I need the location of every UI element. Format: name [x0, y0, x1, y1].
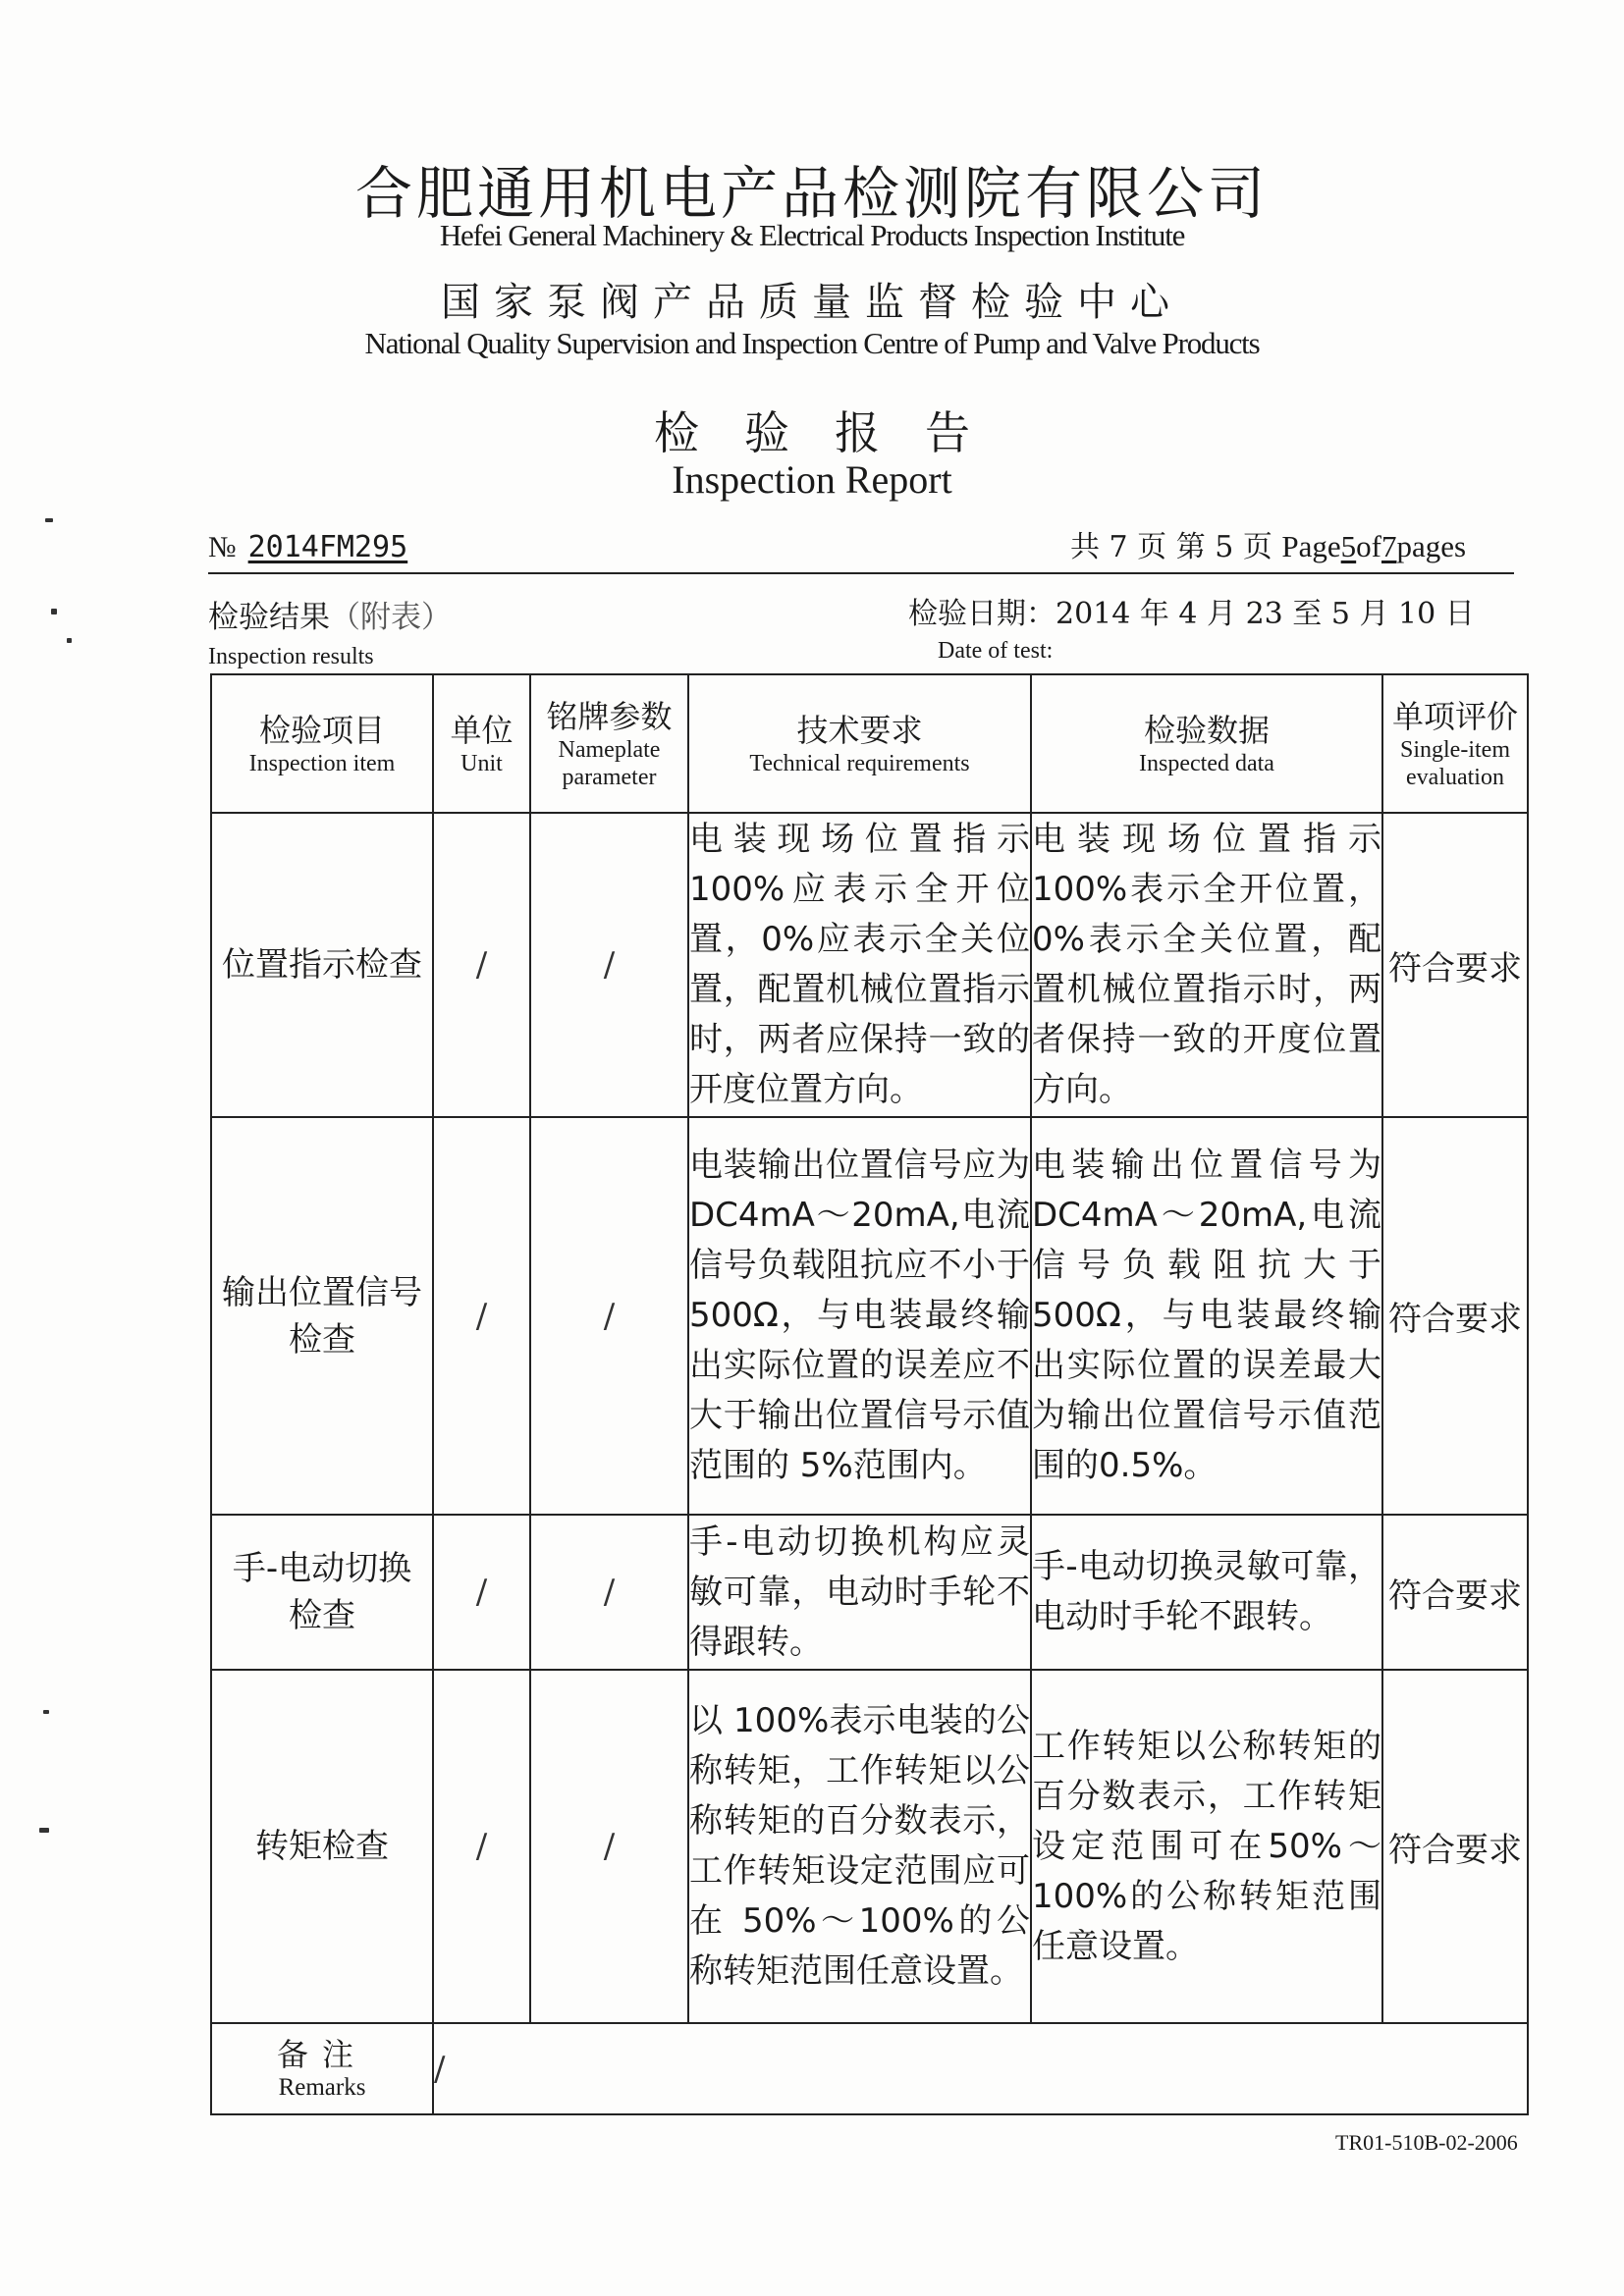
table-row [211, 1515, 1528, 1670]
evaluation-result: 符合要求 [1382, 1117, 1528, 1515]
evaluation-result: 符合要求 [1382, 1670, 1528, 2023]
inspected-data: 电装现场位置指示100%表示全开位置，0%表示全关位置，配置机械位置指示时，两者保持一致的开度位置方向。 [1031, 813, 1382, 1117]
header-nameplate-parameter: 铭牌参数 Nameplate parameter [530, 674, 688, 813]
unit-value: / [433, 813, 530, 1117]
report-title-cn: 检 验 报 告 [654, 406, 970, 459]
org-name-en: Hefei General Machinery & Electrical Products Inspection Institute [439, 218, 1185, 252]
technical-requirement: 以 100%表示电装的公称转矩，工作转矩以公称转矩的百分数表示，工作转矩设定范围应可在 50%～100%的公称转矩范围任意设置。 [688, 1670, 1031, 2023]
header-inspected-data: 检验数据 Inspected data [1031, 674, 1382, 813]
unit-value: / [433, 1670, 530, 2023]
table-header-row [211, 674, 1528, 813]
evaluation-result: 符合要求 [1382, 813, 1528, 1117]
inspection-item: 位置指示检查 [211, 813, 433, 1117]
test-date-label: 检验日期： [908, 597, 1056, 631]
center-name-en: National Quality Supervision and Inspection Centre of Pump and Valve Products [364, 326, 1260, 360]
page-counter-cn: 共 7 页 第 5 页 [1070, 530, 1272, 564]
table-row [211, 813, 1528, 1117]
report-number-value: 2014FM295 [247, 530, 408, 564]
header-inspection-item: 检验项目 Inspection item [211, 674, 433, 813]
header-unit: 单位 Unit [433, 674, 530, 813]
nameplate-value: / [530, 1117, 688, 1515]
table-row [211, 1117, 1528, 1515]
technical-requirement: 电装现场位置指示100%应表示全开位置，0%应表示全关位置，配置机械位置指示时，两者应保持一致的开度位置方向。 [688, 813, 1031, 1117]
inspection-item: 转矩检查 [211, 1670, 433, 2023]
header-rule [208, 572, 1514, 574]
page-counter-en: Page5of7pages [1281, 529, 1467, 563]
technical-requirement: 手-电动切换机构应灵敏可靠，电动时手轮不得跟转。 [688, 1515, 1031, 1670]
remarks-label: 备注 Remarks [211, 2023, 433, 2114]
org-name-cn: 合肥通用机电产品检测院有限公司 [354, 160, 1269, 227]
inspected-data: 手-电动切换灵敏可靠，电动时手轮不跟转。 [1031, 1515, 1382, 1670]
nameplate-value: / [530, 1515, 688, 1670]
table-row [211, 1670, 1528, 2023]
test-date-label-en: Date of test: [938, 638, 1054, 664]
nameplate-value: / [530, 813, 688, 1117]
report-number [208, 530, 407, 564]
technical-requirement: 电装输出位置信号应为DC4mA～20mA,电流信号负载阻抗应不小于500Ω，与电装最终输出实际位置的误差应不大于输出位置信号示值范围的 5%范围内。 [688, 1117, 1031, 1515]
results-label-cn: 检验结果（附表） [208, 600, 452, 635]
test-date [908, 589, 1475, 632]
inspection-item: 输出位置信号 检查 [211, 1117, 433, 1515]
inspected-data: 电装输出位置信号为DC4mA～20mA,电流信号负载阻抗大于 500Ω，与电装最终输出实际位置的误差最大为输出位置信号示值范围的0.5%。 [1031, 1117, 1382, 1515]
page-counter [1070, 522, 1466, 565]
scan-speck [45, 518, 53, 522]
results-label-en: Inspection results [208, 644, 374, 669]
scan-speck [39, 1828, 49, 1833]
scan-speck [51, 609, 57, 614]
unit-value: / [433, 1117, 530, 1515]
center-name-cn: 国家泵阀产品质量监督检验中心 [441, 280, 1183, 325]
form-code: TR01-510B-02-2006 [1335, 2130, 1518, 2155]
inspected-data: 工作转矩以公称转矩的百分数表示，工作转矩设定范围可在50%～100%的公称转矩范围任意设置。 [1031, 1670, 1382, 2023]
report-number-label: № [208, 531, 237, 563]
header-single-item-evaluation: 单项评价 Single-item evaluation [1382, 674, 1528, 813]
header-technical-requirements: 技术要求 Technical requirements [688, 674, 1031, 813]
inspection-results-table [210, 673, 1529, 2115]
remarks-value: / [433, 2023, 1528, 2114]
unit-value: / [433, 1515, 530, 1670]
scan-speck [43, 1710, 49, 1714]
nameplate-value: / [530, 1670, 688, 2023]
inspection-item: 手-电动切换 检查 [211, 1515, 433, 1670]
scan-speck [67, 638, 72, 643]
report-title-en: Inspection Report [672, 457, 952, 502]
evaluation-result: 符合要求 [1382, 1515, 1528, 1670]
test-date-value: 2014 年 4 月 23 至 5 月 10 日 [1056, 597, 1475, 631]
remarks-row [211, 2023, 1528, 2114]
